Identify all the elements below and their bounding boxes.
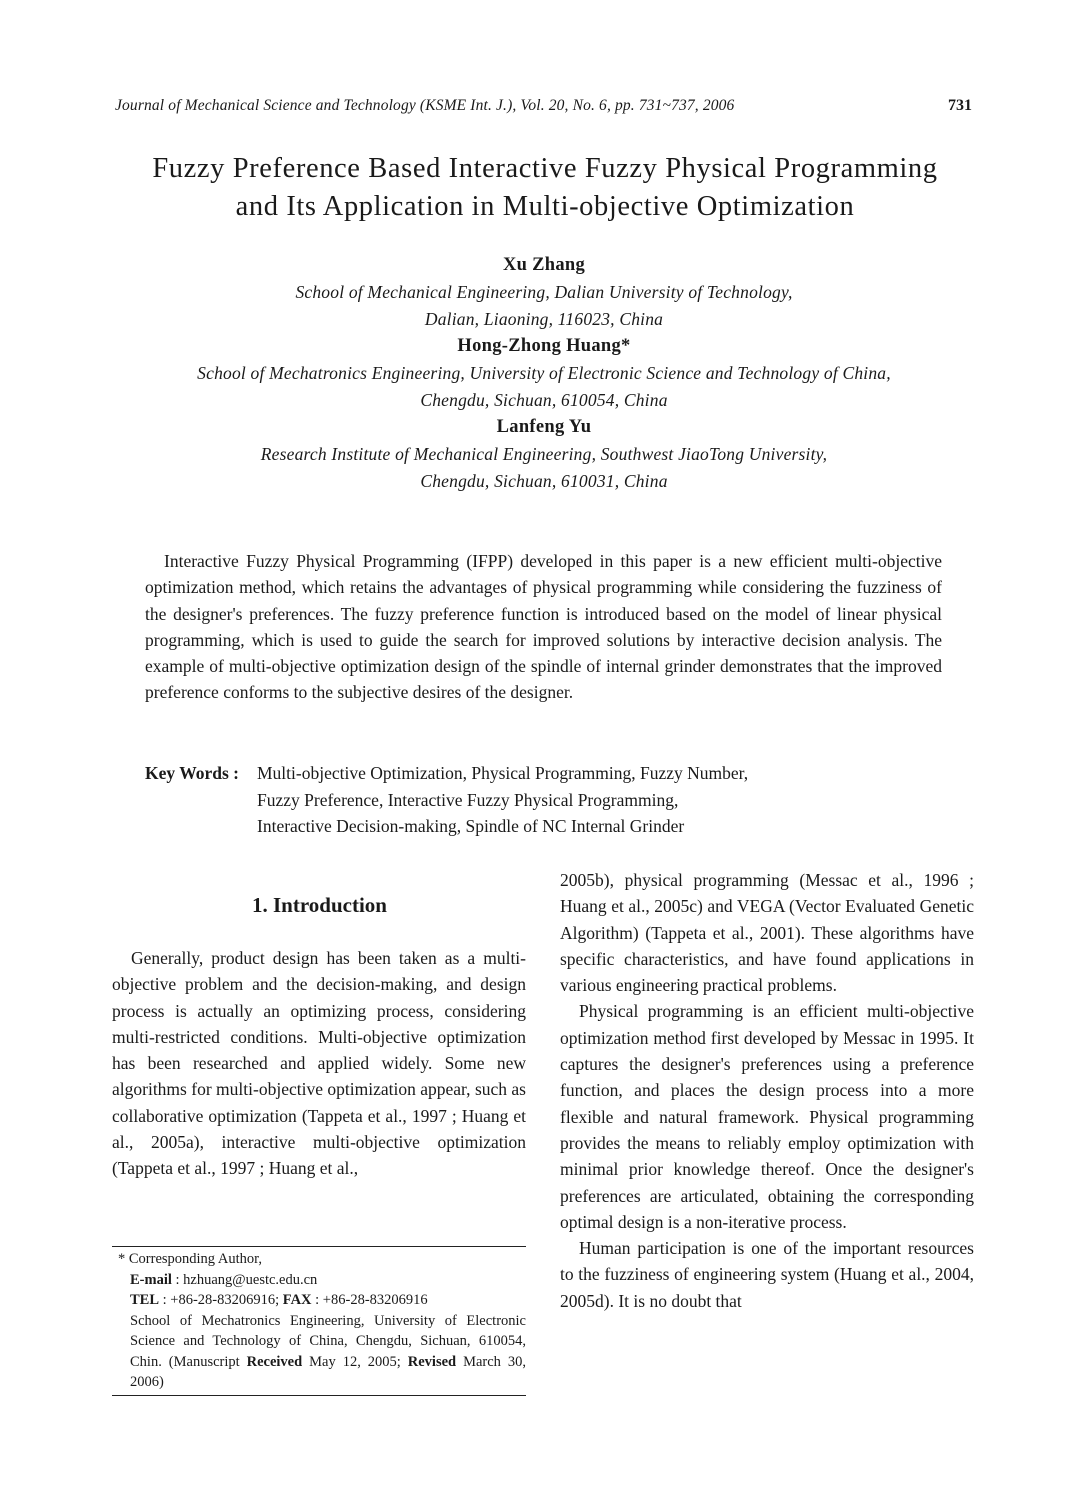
author-affiliation: Research Institute of Mechanical Engineering, Southwest JiaoTong University, <box>260 444 828 464</box>
author-affiliation: Chengdu, Sichuan, 610031, China <box>420 471 668 491</box>
body-paragraph: 2005b), physical programming (Messac et al., 1996 ; Huang et al., 2005c) and VEGA (Vector Evaluated Genetic Algorithm) (Tappeta et al., 2001). These algorithms have specific characteristics, and have found applications in various engineering practical problems. <box>560 870 974 996</box>
fax-label: FAX <box>282 1292 312 1308</box>
paper-title <box>80 150 1010 226</box>
footnote-corresponding: * Corresponding Author, <box>118 1251 263 1267</box>
author-affiliation: Dalian, Liaoning, 116023, China <box>424 309 664 329</box>
author-name: Lanfeng Yu <box>496 417 592 437</box>
author-affiliation: School of Mechatronics Engineering, University of Electronic Science and Technology of China, <box>197 363 891 383</box>
email-value: : hzhuang@uestc.edu.cn <box>171 1271 318 1288</box>
abstract: Interactive Fuzzy Physical Programming (IFPP) developed in this paper is a new efficient multi-objective optimization method, which retains the advantages of physical programming while considering the fuzziness of the designer's preferences. The fuzzy preference function is introduced based on the model of linear physical programming, which is used to guide the search for improved solutions by interactive decision analysis. The example of multi-objective optimization design of the spindle of internal grinder demonstrates that the improved preference conforms to the subjective desires of the designer. <box>145 551 942 703</box>
fax-value: : +86-28-83206916 <box>311 1292 428 1308</box>
footnote-email <box>112 1270 526 1291</box>
email-label: E-mail <box>130 1271 172 1288</box>
footnote-rule <box>112 1395 526 1396</box>
body-paragraph-left: Generally, product design has been taken as a multi-objective problem and the decision-making, and design process is actually an optimizing process, considering multi-restricted conditions. Multi-objective optimization has been researched and applied widely. Some new algorithms for multi-objective optimization appear, such as collaborative optimization (Tappeta et al., 1997 ; Huang et al., 2005a), interactive multi-objective optimization (Tappeta et al., 1997 ; Huang et al., <box>112 948 526 1179</box>
tel-value: : +86-28-83206916; <box>159 1292 283 1308</box>
section-heading: 1. Introduction <box>252 893 387 917</box>
page-number: 731 <box>948 97 972 114</box>
author-block <box>60 252 1028 495</box>
running-header: Journal of Mechanical Science and Technology (KSME Int. J.), Vol. 20, No. 6, pp. 731~737, 2006 <box>115 97 735 114</box>
footnote-rule <box>112 1246 526 1247</box>
author-affiliation: Chengdu, Sichuan, 610054, China <box>420 390 668 410</box>
revised-label: Revised <box>407 1353 457 1370</box>
revised-date: March 30, 2006) <box>130 1353 526 1390</box>
title-line-1: Fuzzy Preference Based Interactive Fuzzy Physical Programming <box>152 153 938 184</box>
author-name: Hong-Zhong Huang* <box>457 336 631 356</box>
footnote <box>112 1249 526 1393</box>
tel-label: TEL <box>130 1292 160 1308</box>
address-text: School of Mechatronics Engineering, University of Electronic Science and Technology of China, Chengdu, Sichuan, 610054, Chin. (Manuscript <box>130 1312 526 1370</box>
footnote-address <box>112 1311 526 1393</box>
received-date: May 12, 2005; <box>302 1353 408 1370</box>
keywords-line: Fuzzy Preference, Interactive Fuzzy Physical Programming, <box>257 789 679 810</box>
body-paragraph: Human participation is one of the important resources to the fuzziness of engineering system (Huang et al., 2004, 2005d). It is no doubt that <box>560 1238 974 1311</box>
author-name: Xu Zhang <box>502 255 586 275</box>
footnote-phone <box>112 1290 526 1311</box>
title-line-2: and Its Application in Multi-objective Optimization <box>235 191 855 222</box>
keywords-list <box>257 760 957 840</box>
body-column-right <box>560 867 974 1314</box>
received-label: Received <box>246 1353 303 1370</box>
keywords-line: Multi-objective Optimization, Physical Programming, Fuzzy Number, <box>257 763 749 783</box>
keywords-label: Key Words : <box>145 763 239 783</box>
body-paragraph: Physical programming is an efficient multi-objective optimization method first developed by Messac in 1995. It captures the designer's preferences using a preference function, and places the design process into a more flexible and natural framework. Physical programming provides the means to reliably employ optimization with minimal prior knowledge thereof. Once the designer's preferences are articulated, obtaining the corresponding optimal design is a non-iterative process. <box>560 1001 974 1232</box>
author-affiliation: School of Mechanical Engineering, Dalian University of Technology, <box>295 282 793 302</box>
keywords-line: Interactive Decision-making, Spindle of NC Internal Grinder <box>257 816 685 836</box>
